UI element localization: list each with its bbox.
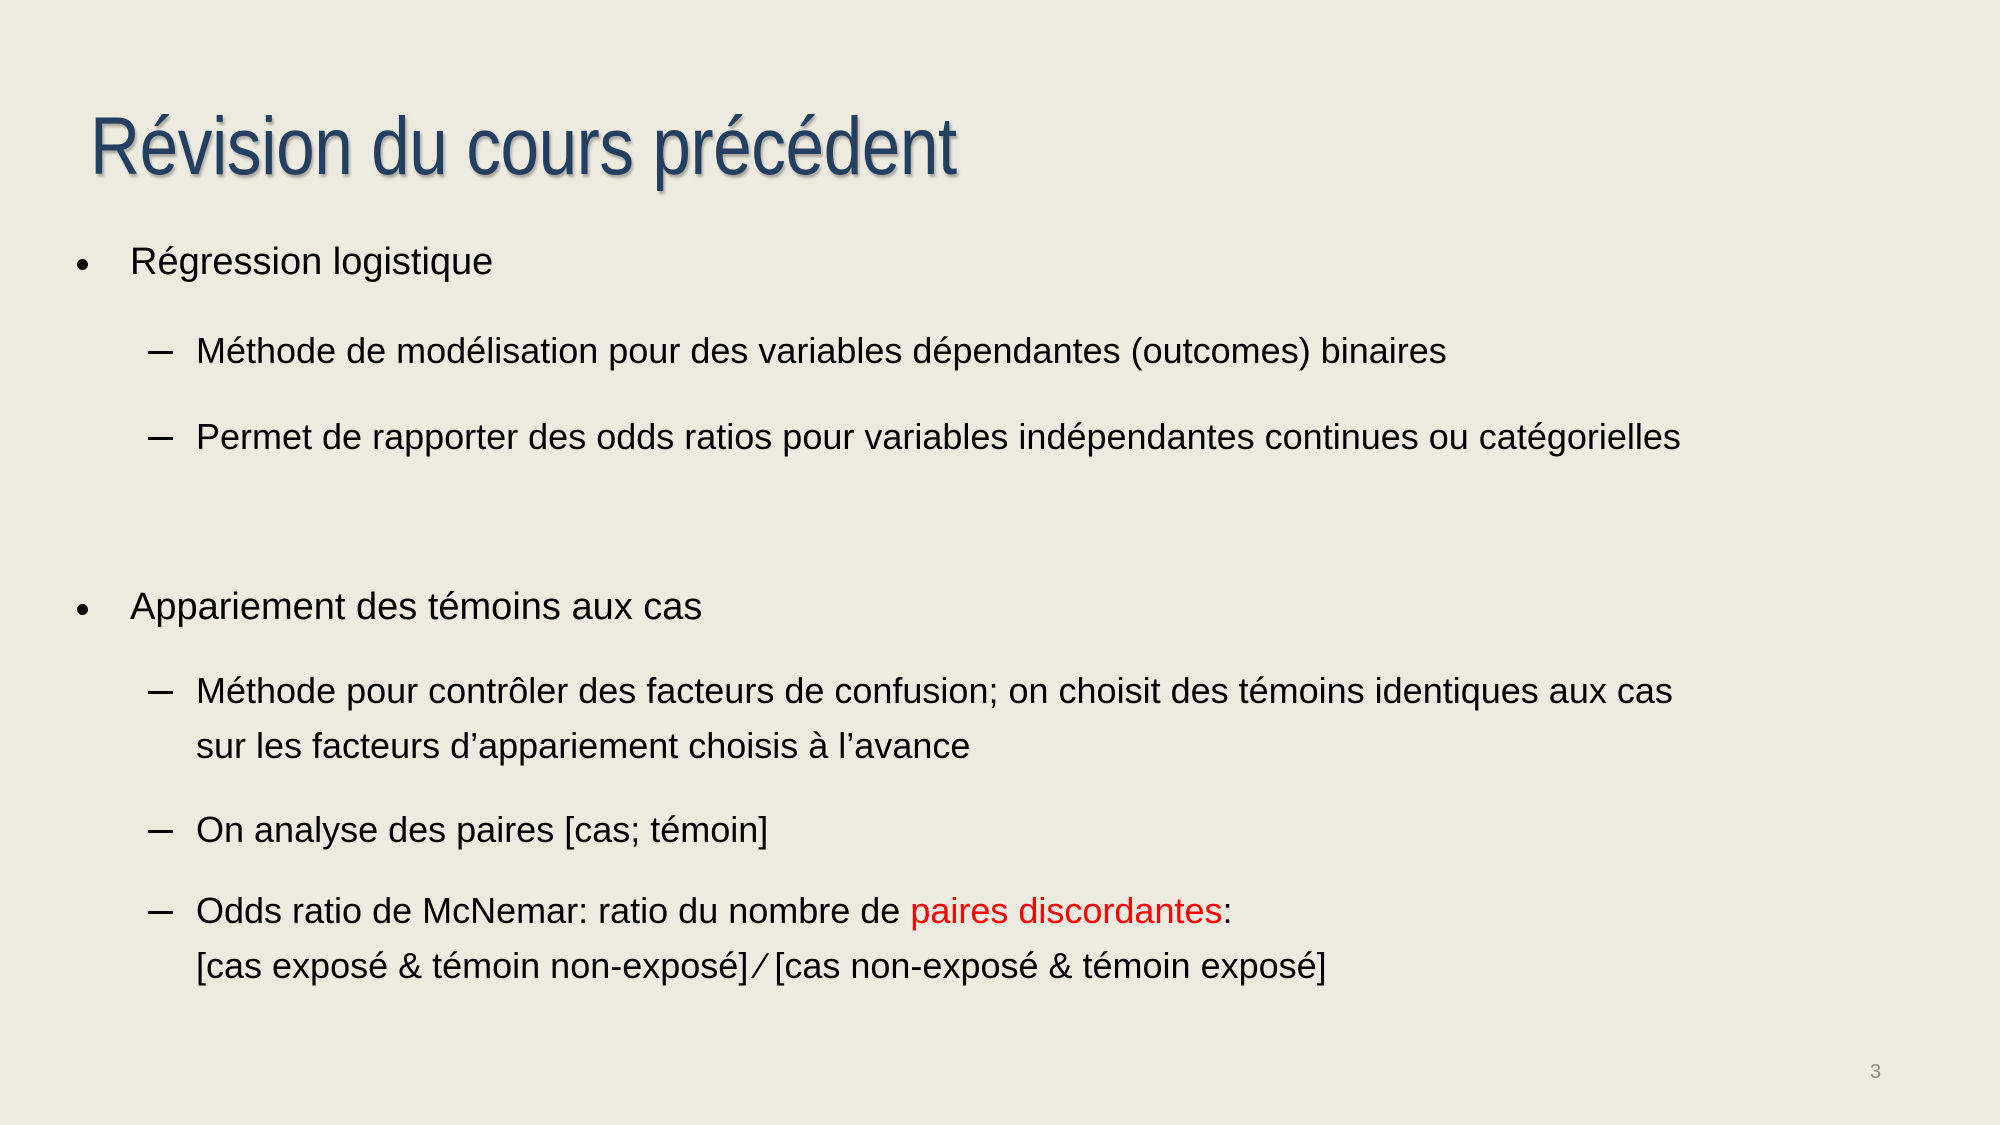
dash-icon (148, 830, 173, 833)
bullet-item-regression: Régression logistique (130, 241, 494, 283)
dash-icon (148, 351, 173, 354)
dash-icon (148, 911, 173, 914)
subitem-text: On analyse des paires [cas; témoin] (196, 809, 769, 850)
highlight-paires-discordantes: paires discordantes (910, 890, 1223, 931)
subitem-text: Méthode de modélisation pour des variables dépendantes (outcomes) binaires (196, 330, 1447, 371)
subitem-text: Permet de rapporter des odds ratios pour variables indépendantes continues ou catégorielles (196, 416, 1681, 457)
bullet-icon (77, 259, 88, 270)
bullet-item-appariement: Appariement des témoins aux cas (130, 586, 703, 628)
mcnemar-suffix: : (1222, 890, 1233, 931)
subitem-text: Méthode pour contrôler des facteurs de confusion; on choisit des témoins identiques aux cas (196, 670, 1673, 711)
slide-title: Révision du cours précédent (90, 101, 957, 192)
subitem-text-continued: sur les facteurs d’appariement choisis à l’avance (196, 725, 971, 766)
mcnemar-prefix: Odds ratio de McNemar: ratio du nombre de (196, 890, 911, 931)
bullet-icon (77, 604, 88, 615)
subitem-mcnemar (196, 891, 1233, 931)
dash-icon (148, 437, 173, 440)
mcnemar-formula: [cas exposé & témoin non-exposé] ∕ [cas non-exposé & témoin exposé] (196, 945, 1327, 986)
page-number: 3 (1870, 1061, 1882, 1083)
dash-icon (148, 691, 173, 694)
